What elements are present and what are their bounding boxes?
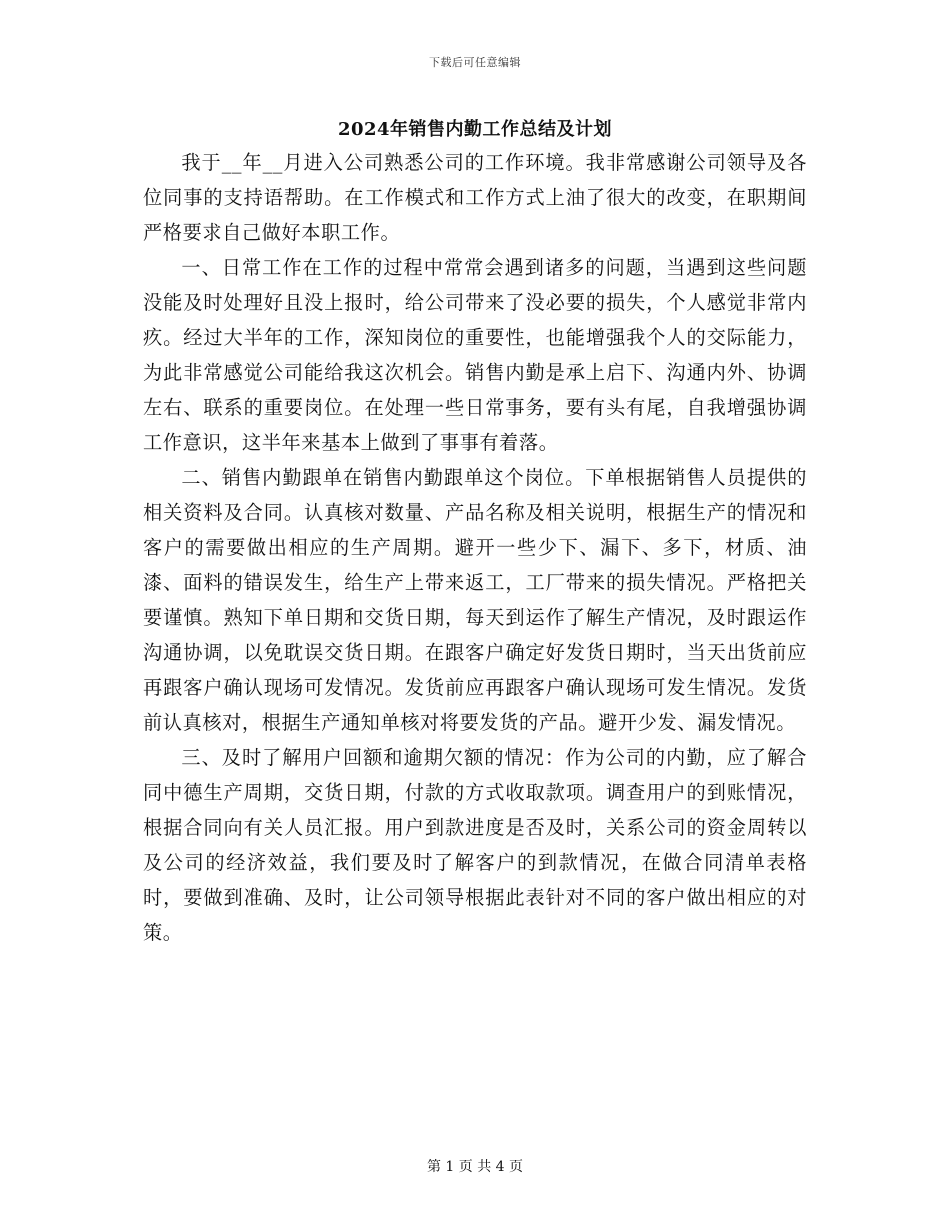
paragraph-payment-tracking: 三、及时了解用户回额和逾期欠额的情况：作为公司的内勤，应了解合同中德生产周期，交货日期，付款的方式收取款项。调查用户的到账情况，根据合同向有关人员汇报。用户到款进度是否及时，关系公司的资金周转以及公司的经济效益，我们要及时了解客户的到款情况，在做合同清单表格时，要做到准确、及时，让公司领导根据此表针对不同的客户做出相应的对策。 <box>143 746 807 944</box>
document-body <box>143 145 807 950</box>
paragraph-intro: 我于__年__月进入公司熟悉公司的工作环境。我非常感谢公司领导及各位同事的支持语帮助。在工作模式和工作方式上油了很大的改变，在职期间严格要求自己做好本职工作。 <box>143 151 807 244</box>
document-title: 2024年销售内勤工作总结及计划 <box>337 119 613 140</box>
page-number: 第 1 页 共 4 页 <box>426 1159 524 1175</box>
header-note: 下载后可任意编辑 <box>429 56 521 69</box>
paragraph-daily-work: 一、日常工作在工作的过程中常常会遇到诸多的问题，当遇到这些问题没能及时处理好且没上报时，给公司带来了没必要的损失，个人感觉非常内疚。经过大半年的工作，深知岗位的重要性，也能增强我个人的交际能力，为此非常感觉公司能给我这次机会。销售内勤是承上启下、沟通内外、协调左右、联系的重要岗位。在处理一些日常事务，要有头有尾，自我增强协调工作意识，这半年来基本上做到了事事有着落。 <box>143 256 807 454</box>
paragraph-order-follow-up: 二、销售内勤跟单在销售内勤跟单这个岗位。下单根据销售人员提供的相关资料及合同。认真核对数量、产品名称及相关说明，根据生产的情况和客户的需要做出相应的生产周期。避开一些少下、漏下、多下，材质、油漆、面料的错误发生，给生产上带来返工，工厂带来的损失情况。严格把关要谨慎。熟知下单日期和交货日期，每天到运作了解生产情况，及时跟运作沟通协调，以免耽误交货日期。在跟客户确定好发货日期时，当天出货前应再跟客户确认现场可发情况。发货前应再跟客户确认现场可发生情况。发货前认真核对，根据生产通知单核对将要发货的产品。避开少发、漏发情况。 <box>143 466 807 734</box>
